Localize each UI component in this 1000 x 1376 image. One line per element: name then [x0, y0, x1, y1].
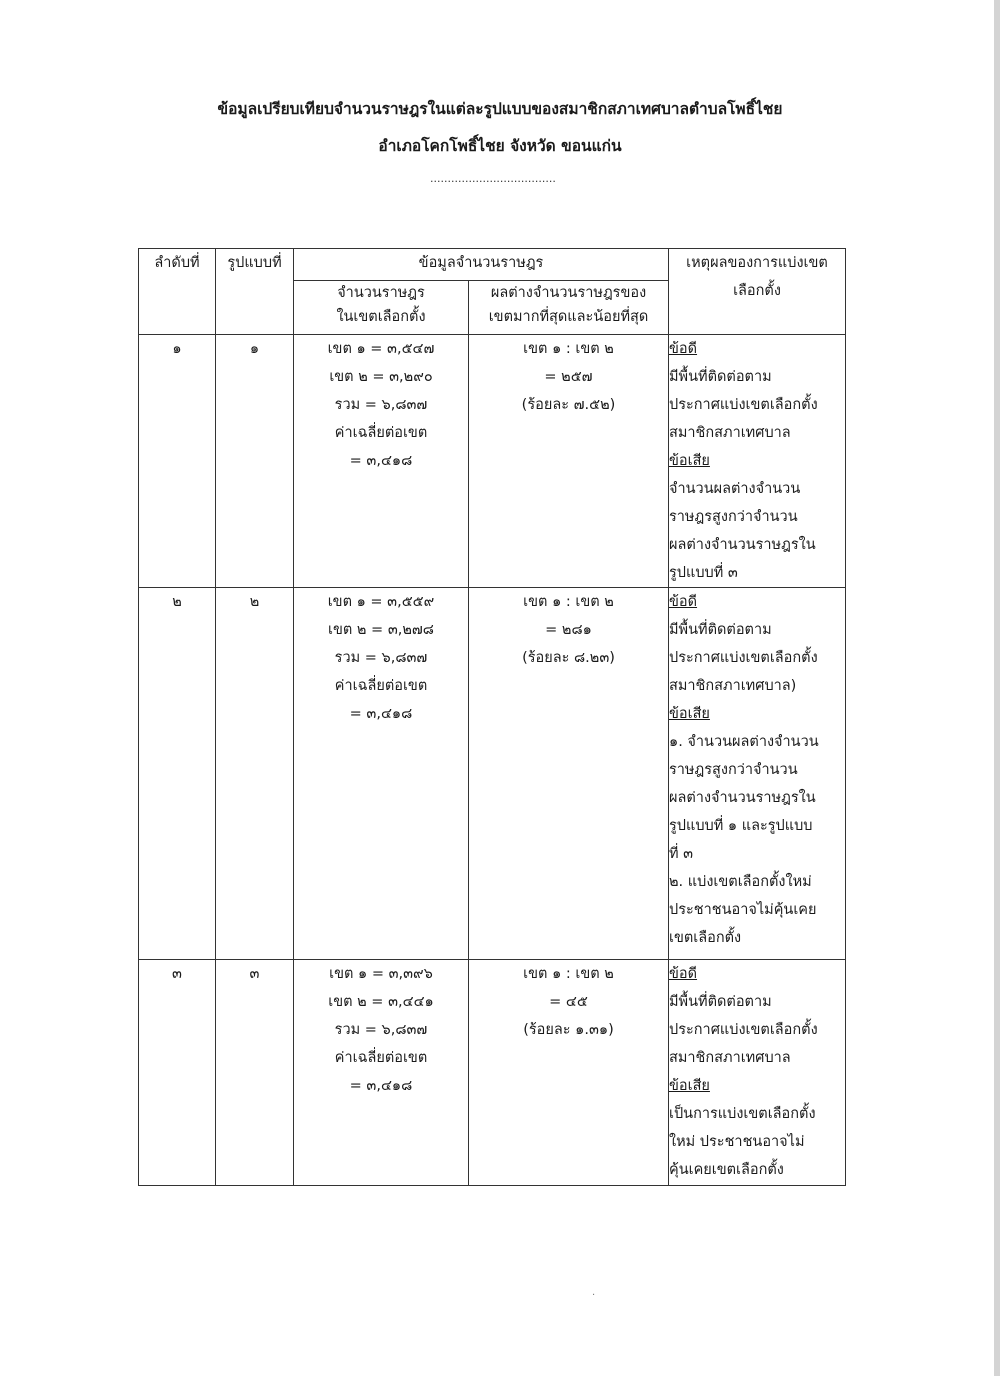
- header-reason: [669, 249, 846, 335]
- advantage-line: ประกาศแบ่งเขตเลือกตั้ง: [669, 650, 818, 666]
- disadvantage-line: คุ้นเคยเขตเลือกตั้ง: [669, 1162, 784, 1178]
- disadvantage-line: ๒. แบ่งเขตเลือกตั้งใหม่: [669, 874, 812, 890]
- advantage-line: มีพื้นที่ติดต่อตาม: [669, 622, 772, 638]
- row-model: ๒: [216, 588, 294, 960]
- population-line: = ๓,๔๑๘: [349, 453, 413, 469]
- population-line: เขต ๒ = ๓,๔๔๑: [328, 994, 434, 1010]
- header-reason-line-1: เหตุผลของการแบ่งเขต: [686, 255, 828, 271]
- row-population: [294, 335, 469, 588]
- advantage-line: สมาชิกสภาเทศบาล): [669, 678, 797, 694]
- population-line: ค่าเฉลี่ยต่อเขต: [334, 1050, 428, 1066]
- document-subtitle: อำเภอโคกโพธิ์ไชย จังหวัด ขอนแก่น: [378, 137, 622, 155]
- difference-line: เขต ๑ : เขต ๒: [523, 594, 614, 610]
- subheader-population: [294, 281, 469, 335]
- advantage-line: ประกาศแบ่งเขตเลือกตั้ง: [669, 397, 818, 413]
- disadvantage-line: ใหม่ ประชาชนอาจไม่: [669, 1134, 805, 1150]
- subheader-difference-line-2: เขตมากที่สุดและน้อยที่สุด: [488, 309, 649, 325]
- header-row: [139, 249, 846, 281]
- row-population: [294, 588, 469, 960]
- population-line: ค่าเฉลี่ยต่อเขต: [334, 678, 428, 694]
- document-title: ข้อมูลเปรียบเทียบจำนวนราษฎรในแต่ละรูปแบบของสมาชิกสภาเทศบาลตำบลโพธิ์ไชย: [217, 100, 783, 118]
- comparison-table: [138, 248, 846, 1186]
- population-line: รวม = ๖,๘๓๗: [334, 650, 428, 666]
- subheader-difference-line-1: ผลต่างจำนวนราษฎรของ: [490, 285, 647, 301]
- disadvantage-line: รูปแบบที่ ๑ และรูปแบบ: [669, 818, 813, 834]
- disadvantage-line: ๑. จำนวนผลต่างจำนวน: [669, 734, 819, 750]
- population-line: เขต ๑ = ๓,๕๕๙: [327, 594, 435, 610]
- advantage-line: สมาชิกสภาเทศบาล: [669, 425, 791, 441]
- disadvantage-line: เป็นการแบ่งเขตเลือกตั้ง: [669, 1106, 816, 1122]
- row-population: [294, 960, 469, 1186]
- disadvantage-line: ประชาชนอาจไม่คุ้นเคย: [669, 902, 817, 918]
- difference-line: = ๒๕๗: [544, 369, 593, 385]
- population-line: เขต ๒ = ๓,๒๙๐: [329, 369, 433, 385]
- row-reason: [669, 335, 846, 588]
- header-no: ลำดับที่: [139, 249, 216, 335]
- difference-line: (ร้อยละ ๗.๕๒): [521, 397, 616, 413]
- disadvantage-line: ราษฎรสูงกว่าจำนวน: [669, 762, 798, 778]
- row-difference: [469, 960, 669, 1186]
- row-difference: [469, 588, 669, 960]
- table-row: [139, 588, 846, 960]
- population-line: = ๓,๔๑๘: [349, 1078, 413, 1094]
- population-line: เขต ๑ = ๓,๕๔๗: [327, 341, 435, 357]
- difference-line: = ๒๘๑: [545, 622, 592, 638]
- advantage-line: ประกาศแบ่งเขตเลือกตั้ง: [669, 1022, 818, 1038]
- population-line: = ๓,๔๑๘: [349, 706, 413, 722]
- population-line: เขต ๒ = ๓,๒๗๘: [328, 622, 434, 638]
- disadvantage-label: ข้อเสีย: [669, 706, 710, 722]
- advantage-line: สมาชิกสภาเทศบาล: [669, 1050, 791, 1066]
- table-row: [139, 960, 846, 1186]
- difference-line: เขต ๑ : เขต ๒: [523, 341, 614, 357]
- disadvantage-label: ข้อเสีย: [669, 1078, 710, 1094]
- row-reason: [669, 588, 846, 960]
- table-row: [139, 335, 846, 588]
- scan-speck: ·: [592, 1290, 596, 1301]
- subheader-difference: [469, 281, 669, 335]
- advantage-label: ข้อดี: [669, 966, 698, 982]
- advantage-label: ข้อดี: [669, 594, 698, 610]
- difference-line: (ร้อยละ ๘.๒๓): [522, 650, 615, 666]
- disadvantage-line: ผลต่างจำนวนราษฎรใน: [669, 790, 816, 806]
- advantage-label: ข้อดี: [669, 341, 698, 357]
- subheader-population-line-1: จำนวนราษฎร: [337, 285, 425, 301]
- population-line: รวม = ๖,๘๓๗: [334, 1022, 428, 1038]
- row-no: ๑: [139, 335, 216, 588]
- row-model: ๑: [216, 335, 294, 588]
- disadvantage-line: ที่ ๓: [669, 846, 694, 862]
- disadvantage-line: ผลต่างจำนวนราษฎรใน: [669, 537, 816, 553]
- difference-line: เขต ๑ : เขต ๒: [523, 966, 614, 982]
- header-population-data: ข้อมูลจำนวนราษฎร: [294, 249, 669, 281]
- scan-edge: [994, 0, 1000, 1376]
- disadvantage-line: เขตเลือกตั้ง: [669, 930, 742, 946]
- header-model: รูปแบบที่: [216, 249, 294, 335]
- row-no: ๒: [139, 588, 216, 960]
- disadvantage-line: ราษฎรสูงกว่าจำนวน: [669, 509, 798, 525]
- population-line: เขต ๑ = ๓,๓๙๖: [329, 966, 433, 982]
- disadvantage-label: ข้อเสีย: [669, 453, 710, 469]
- row-difference: [469, 335, 669, 588]
- disadvantage-line: รูปแบบที่ ๓: [669, 565, 738, 581]
- advantage-line: มีพื้นที่ติดต่อตาม: [669, 369, 772, 385]
- row-no: ๓: [139, 960, 216, 1186]
- header-reason-line-2: เลือกตั้ง: [733, 283, 781, 299]
- difference-line: (ร้อยละ ๑.๓๑): [523, 1022, 614, 1038]
- difference-line: = ๔๕: [549, 994, 588, 1010]
- row-reason: [669, 960, 846, 1186]
- subheader-population-line-2: ในเขตเลือกตั้ง: [336, 309, 426, 325]
- row-model: ๓: [216, 960, 294, 1186]
- dotted-separator: ....................................: [430, 172, 556, 185]
- population-line: ค่าเฉลี่ยต่อเขต: [334, 425, 428, 441]
- disadvantage-line: จำนวนผลต่างจำนวน: [669, 481, 801, 497]
- population-line: รวม = ๖,๘๓๗: [334, 397, 428, 413]
- advantage-line: มีพื้นที่ติดต่อตาม: [669, 994, 772, 1010]
